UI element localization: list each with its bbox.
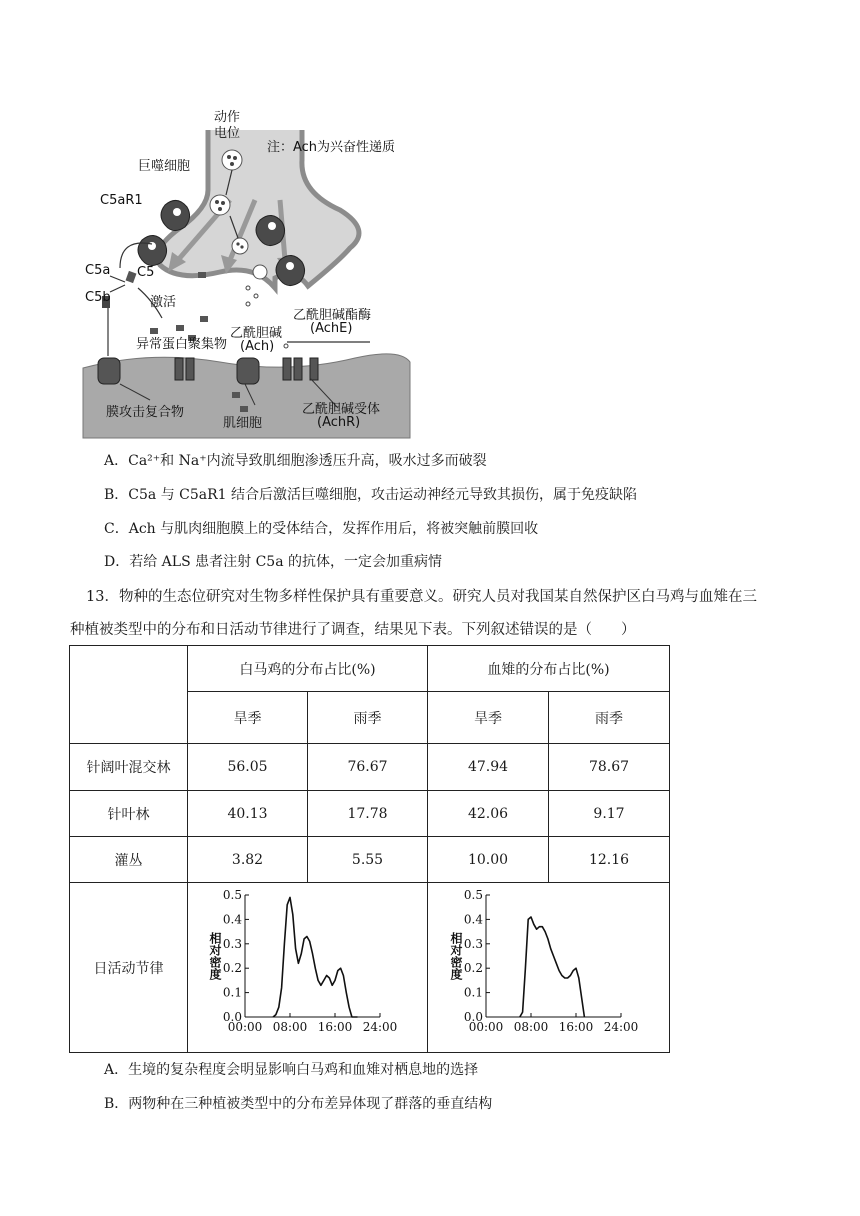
season-header: 旱季 [188, 692, 308, 744]
rhythm-label: 日活动节律 [70, 883, 188, 1053]
rhythm-chart-xuezhi [434, 883, 664, 1048]
q13-option-a: A．生境的复杂程度会明显影响白马鸡和血雉对栖息地的选择 [104, 1062, 479, 1078]
density-line [273, 897, 357, 1017]
label-macrophage: 巨噬细胞 [138, 159, 191, 174]
season-header: 雨季 [549, 692, 670, 744]
label-c5ar1: C5aR1 [100, 193, 143, 208]
y-tick-label: 0.2 [463, 961, 483, 976]
table-cell: 12.16 [549, 837, 670, 883]
row-label: 针阔叶混交林 [70, 744, 188, 791]
label-achr-abbr: (AchR) [317, 415, 361, 430]
y-tick-label: 0.4 [463, 912, 483, 927]
x-tick-label: 24:00 [603, 1020, 638, 1034]
table-cell: 17.78 [308, 791, 428, 837]
label-mac: 膜攻击复合物 [106, 405, 185, 420]
y-tick-label: 0.5 [463, 888, 483, 902]
table-cell: 9.17 [549, 791, 670, 837]
q12-option-c: C．Ach 与肌肉细胞膜上的受体结合，发挥作用后，将被突触前膜回收 [104, 521, 539, 537]
vesicle [222, 150, 242, 170]
y-axis-label: 相对密度 [448, 932, 463, 980]
table-cell: 56.05 [188, 744, 308, 791]
label-aggregate: 异常蛋白聚集物 [136, 337, 228, 352]
y-tick-label: 0.0 [222, 1010, 242, 1024]
x-tick-label: 16:00 [558, 1020, 593, 1034]
vesicle [210, 195, 230, 215]
label-ache: 乙酰胆碱酯酶 [293, 308, 372, 323]
label-ach-abbr: (Ach) [240, 339, 275, 354]
table-cell: 47.94 [428, 744, 549, 791]
q12-option-b: B．C5a 与 C5aR1 结合后激活巨噬细胞，攻击运动神经元导致其损伤，属于免疫缺陷 [104, 487, 638, 503]
x-tick-label: 00:00 [468, 1020, 503, 1034]
table-cell: 42.06 [428, 791, 549, 837]
label-c5: C5 [137, 265, 155, 280]
q13-option-b: B．两物种在三种植被类型中的分布差异体现了群落的垂直结构 [104, 1096, 493, 1112]
table-cell: 78.67 [549, 744, 670, 791]
label-c5a: C5a [85, 263, 111, 278]
label-ach: 乙酰胆碱 [230, 326, 283, 341]
synapse-figure [80, 100, 500, 445]
season-header: 雨季 [308, 692, 428, 744]
table-corner-cell [70, 646, 188, 744]
rhythm-chart-baimaji [193, 883, 423, 1048]
figure-note: 注：Ach为兴奋性递质 [267, 140, 396, 155]
q13-stem-line1: 13．物种的生态位研究对生物多样性保护具有重要意义。研究人员对我国某自然保护区白马鸡与血雉在三 [86, 589, 757, 605]
x-tick-label: 24:00 [362, 1020, 397, 1034]
label-achr: 乙酰胆碱受体 [302, 402, 381, 417]
table-cell: 3.82 [188, 837, 308, 883]
y-tick-label: 0.1 [222, 985, 242, 1000]
x-tick-label: 00:00 [227, 1020, 262, 1034]
x-tick-label: 08:00 [513, 1020, 548, 1034]
season-header: 旱季 [428, 692, 549, 744]
row-label: 灌丛 [70, 837, 188, 883]
label-c5b: C5b [85, 290, 111, 305]
y-axis-label: 相对密度 [207, 932, 222, 980]
label-action-potential-1: 动作 [214, 110, 241, 125]
vesicle [253, 265, 267, 279]
y-tick-label: 0.3 [463, 936, 483, 951]
table-cell: 10.00 [428, 837, 549, 883]
y-tick-label: 0.3 [222, 936, 242, 951]
table-cell: 40.13 [188, 791, 308, 837]
label-action-potential-2: 电位 [214, 126, 241, 141]
label-activate: 激活 [150, 295, 177, 310]
row-label: 针叶林 [70, 791, 188, 837]
q13-stem-line2: 种植被类型中的分布和日活动节律进行了调查，结果见下表。下列叙述错误的是（ ） [70, 622, 636, 638]
distribution-table [69, 645, 670, 1053]
y-tick-label: 0.5 [222, 888, 242, 902]
rhythm-chart-cell-baimaji [188, 883, 428, 1053]
q12-option-d: D．若给 ALS 患者注射 C5a 的抗体，一定会加重病情 [104, 554, 442, 570]
table-cell: 5.55 [308, 837, 428, 883]
y-tick-label: 0.0 [463, 1010, 483, 1024]
q12-option-a: A．Ca²⁺和 Na⁺内流导致肌细胞渗透压升高，吸水过多而破裂 [104, 453, 487, 469]
y-tick-label: 0.4 [222, 912, 242, 927]
group-header-xuezhi: 血雉的分布占比(%) [428, 646, 670, 692]
label-ache-abbr: (AchE) [310, 321, 353, 336]
y-tick-label: 0.1 [463, 985, 483, 1000]
group-header-baimaji: 白马鸡的分布占比(%) [188, 646, 428, 692]
y-tick-label: 0.2 [222, 961, 242, 976]
x-tick-label: 08:00 [272, 1020, 307, 1034]
vesicle [232, 238, 248, 254]
x-tick-label: 16:00 [317, 1020, 352, 1034]
rhythm-chart-cell-xuezhi [428, 883, 670, 1053]
label-muscle-cell: 肌细胞 [223, 416, 263, 431]
table-cell: 76.67 [308, 744, 428, 791]
density-line [519, 917, 584, 1017]
